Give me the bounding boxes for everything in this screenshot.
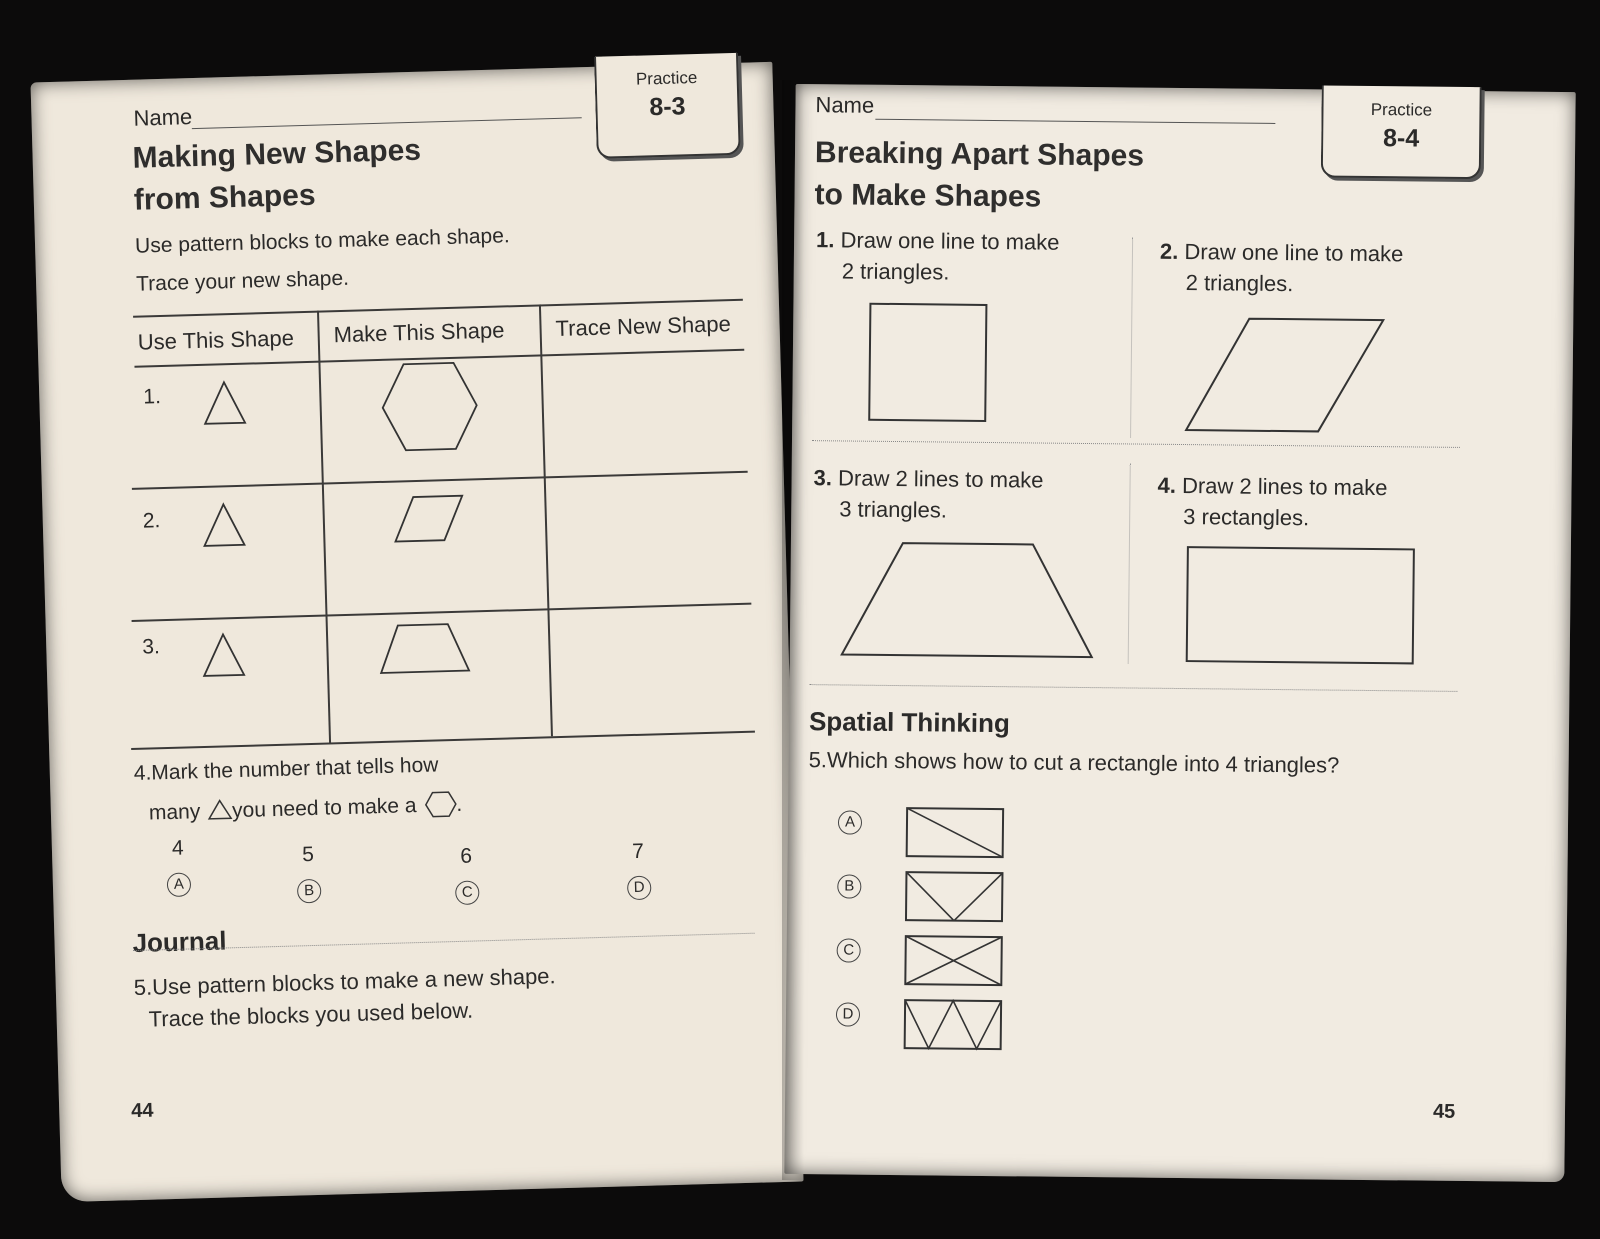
- instruction-line-2: Trace your new shape.: [135, 266, 350, 296]
- rectangle-option-c: [904, 935, 1003, 986]
- option-value: 5: [301, 842, 315, 867]
- small-triangle-icon: [206, 799, 233, 820]
- practice-label: Practice: [1370, 99, 1433, 120]
- question-4-make-a: you need to make a: [231, 794, 417, 823]
- problem-number: 2.: [1159, 238, 1179, 264]
- rectangle-option-d: [904, 999, 1003, 1050]
- header-make-this-shape: Make This Shape: [333, 317, 505, 348]
- table-row-border: [132, 603, 752, 622]
- hexagon-shape: [378, 360, 480, 453]
- section-divider: [809, 684, 1457, 692]
- problem-number: 1.: [815, 227, 835, 253]
- name-line: [875, 119, 1275, 124]
- triangle-shape: [199, 377, 250, 428]
- row-number: 1.: [143, 385, 162, 409]
- title-line-2: from Shapes: [133, 178, 316, 217]
- page-title: [132, 130, 423, 222]
- page-title: [814, 132, 1144, 219]
- problem-4: [1157, 470, 1388, 534]
- page-number: 44: [130, 1099, 154, 1123]
- parallelogram-shape[interactable]: [1184, 316, 1385, 436]
- problem-divider-vertical: [1130, 237, 1133, 437]
- row-number: 3.: [141, 635, 161, 659]
- option-bubble-a[interactable]: A: [167, 872, 192, 897]
- question-4-line-1: 4.Mark the number that tells how: [133, 753, 439, 785]
- page-number: 45: [1432, 1100, 1456, 1123]
- table-column-border: [317, 311, 331, 743]
- question-4-period: .: [456, 792, 463, 816]
- option-bubble-c[interactable]: C: [837, 938, 861, 962]
- rectangle-shape[interactable]: [1186, 546, 1415, 664]
- journal-title: Journal: [132, 925, 227, 959]
- title-line-2: to Make Shapes: [814, 178, 1042, 214]
- table-bottom-border: [131, 731, 755, 750]
- problem-line-2: 2 triangles.: [841, 258, 950, 285]
- trapezoid-shape[interactable]: [840, 540, 1097, 659]
- option-value: 4: [171, 836, 184, 860]
- option-value: 6: [459, 844, 473, 868]
- problem-2: [1160, 236, 1404, 301]
- question-4-many: many: [148, 800, 201, 825]
- left-page: [31, 62, 804, 1202]
- small-hexagon-icon: [422, 791, 457, 818]
- practice-number: 8-3: [648, 92, 686, 122]
- practice-label: Practice: [635, 67, 698, 89]
- problem-number: 4.: [1157, 472, 1177, 498]
- problem-number: 3.: [813, 465, 833, 491]
- option-bubble-c[interactable]: C: [455, 880, 480, 905]
- right-page: [784, 84, 1575, 1182]
- row-number: 2.: [142, 509, 161, 533]
- practice-number: 8-4: [1382, 124, 1420, 153]
- journal-line-2: Trace the blocks you used below.: [148, 997, 474, 1032]
- problem-line-2: 2 triangles.: [1185, 270, 1294, 297]
- option-value: 7: [631, 839, 645, 864]
- option-bubble-d[interactable]: D: [627, 876, 652, 901]
- rectangle-option-b: [905, 871, 1004, 922]
- instructions: [135, 217, 512, 303]
- problem-1: [816, 224, 1060, 289]
- triangle-shape: [198, 629, 249, 680]
- problem-line-1: Draw 2 lines to make: [837, 465, 1044, 493]
- problem-3: [813, 462, 1044, 526]
- problem-line-2: 3 triangles.: [839, 496, 948, 523]
- name-label: Name: [815, 92, 875, 118]
- title-line-1: Making New Shapes: [132, 133, 422, 175]
- option-bubble-a[interactable]: A: [838, 810, 862, 834]
- practice-tab: [594, 53, 741, 159]
- problem-divider-vertical: [1128, 463, 1131, 663]
- journal-line-1: 5.Use pattern blocks to make a new shape.: [133, 963, 556, 1001]
- problem-divider-horizontal: [812, 440, 1460, 448]
- practice-tab: [1321, 85, 1482, 179]
- rectangle-option-a: [906, 807, 1005, 858]
- question-4-line-2: [148, 785, 462, 826]
- problem-line-1: Draw 2 lines to make: [1181, 473, 1388, 501]
- title-line-1: Breaking Apart Shapes: [814, 136, 1145, 173]
- book-spine: [782, 80, 804, 1180]
- table-column-border: [539, 304, 553, 736]
- square-shape[interactable]: [868, 303, 987, 422]
- problem-line-2: 3 rectangles.: [1183, 504, 1310, 531]
- trapezoid-shape: [376, 620, 478, 679]
- instruction-line-1: Use pattern blocks to make each shape.: [134, 224, 511, 258]
- table-row-border: [132, 471, 748, 490]
- spatial-question: 5.Which shows how to cut a rectangle into 4 triangles?: [808, 747, 1340, 778]
- rhombus-shape: [388, 493, 469, 545]
- problem-line-1: Draw one line to make: [840, 227, 1060, 255]
- problem-line-1: Draw one line to make: [1184, 239, 1404, 267]
- triangle-shape: [198, 499, 249, 550]
- option-bubble-b[interactable]: B: [297, 879, 322, 904]
- option-bubble-b[interactable]: B: [837, 874, 861, 898]
- spatial-thinking-title: Spatial Thinking: [808, 706, 1010, 739]
- option-bubble-d[interactable]: D: [836, 1002, 860, 1026]
- name-line: [192, 117, 582, 129]
- header-trace-new-shape: Trace New Shape: [555, 311, 732, 342]
- header-use-this-shape: Use This Shape: [137, 325, 295, 355]
- name-label: Name: [133, 104, 193, 131]
